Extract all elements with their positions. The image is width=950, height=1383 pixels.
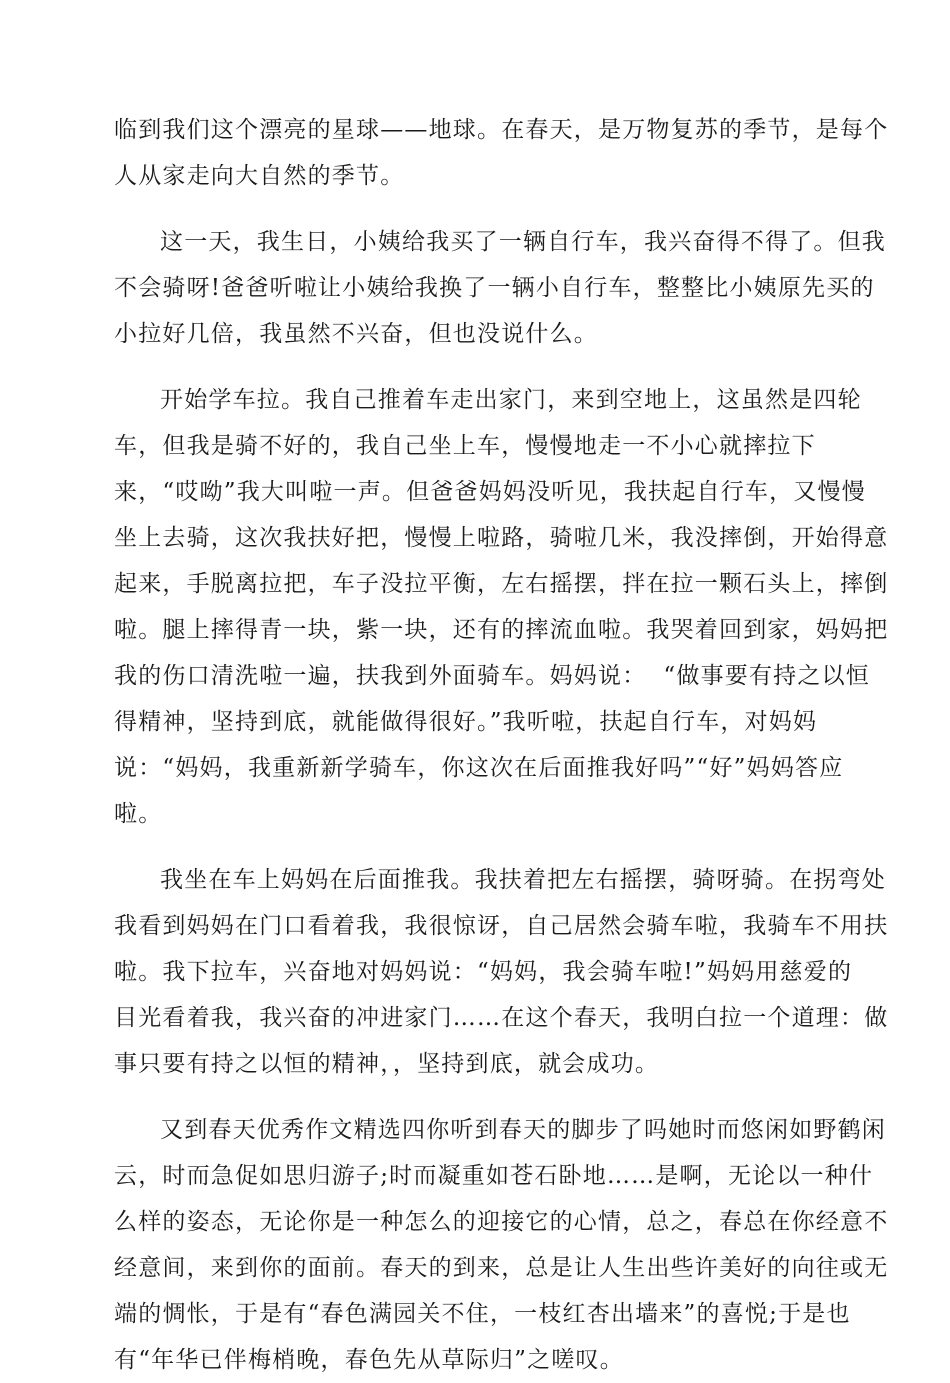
text-line: 起来，手脱离拉把，车子没拉平衡，左右摇摆，拌在拉一颗石头上，摔倒 (114, 571, 889, 597)
paragraph-2 (114, 219, 886, 357)
text-line: 我的伤口清洗啦一遍，扶我到外面骑车。妈妈说： “做事要有持之以恒 (114, 663, 870, 689)
text-line: 说：“妈妈，我重新新学骑车，你这次在后面推我好吗”“好”妈妈答应 (114, 755, 844, 781)
paragraph-spacer (114, 1087, 834, 1107)
paragraph-5 (114, 1107, 889, 1383)
text-line: 车，但我是骑不好的，我自己坐上车，慢慢地走一不小心就摔拉下 (114, 433, 816, 459)
text-line: 目光看着我，我兴奋的冲进家门……在这个春天，我明白拉一个道理：做 (114, 1005, 889, 1031)
paragraph-3 (114, 377, 889, 837)
text-line: 我坐在车上妈妈在后面推我。我扶着把左右摇摆，骑呀骑。在拐弯处 (160, 867, 886, 893)
text-line: 人从家走向大自然的季节。 (114, 163, 405, 189)
text-line: 开始学车拉。我自己推着车走出家门，来到空地上，这虽然是四轮 (160, 387, 862, 413)
text-line: 坐上去骑，这次我扶好把，慢慢上啦路，骑啦几米，我没摔倒，开始得意 (114, 525, 889, 551)
paragraph-spacer (114, 837, 834, 857)
text-line: 我看到妈妈在门口看着我，我很惊讶，自己居然会骑车啦，我骑车不用扶 (114, 913, 889, 939)
text-line: 又到春天优秀作文精选四你听到春天的脚步了吗她时而悠闲如野鹤闲 (160, 1117, 886, 1143)
text-line: 不会骑呀!爸爸听啦让小姨给我换了一辆小自行车，整整比小姨原先买的 (114, 275, 875, 301)
text-line: 啦。 (114, 801, 163, 827)
document-body (114, 107, 889, 1383)
text-line: 这一天，我生日，小姨给我买了一辆自行车，我兴奋得不得了。但我 (160, 229, 886, 255)
text-line: 么样的姿态，无论你是一种怎么的迎接它的心情，总之，春总在你经意不 (114, 1209, 889, 1235)
text-line: 来，“哎呦”我大叫啦一声。但爸爸妈妈没听见，我扶起自行车，又慢慢 (114, 479, 866, 505)
text-line: 得精神，坚持到底，就能做得很好。”我听啦，扶起自行车，对妈妈 (114, 709, 818, 735)
text-line: 啦。我下拉车，兴奋地对妈妈说：“妈妈，我会骑车啦!”妈妈用慈爱的 (114, 959, 853, 985)
paragraph-4 (114, 857, 889, 1087)
text-line: 端的惆怅，于是有“春色满园关不住，一枝红杏出墙来”的喜悦;于是也 (114, 1301, 851, 1327)
paragraph-spacer (114, 357, 834, 377)
text-line: 小拉好几倍，我虽然不兴奋，但也没说什么。 (114, 321, 598, 347)
paragraph-spacer (114, 199, 834, 219)
text-line: 云，时而急促如思归游子;时而凝重如苍石卧地……是啊，无论以一种什 (114, 1163, 874, 1189)
text-line: 有“年华已伴梅梢晚，春色先从草际归”之嗟叹。 (114, 1347, 624, 1373)
text-line: 临到我们这个漂亮的星球——地球。在春天，是万物复苏的季节，是每个 (114, 117, 889, 143)
text-line: 事只要有持之以恒的精神，，坚持到底，就会成功。 (114, 1051, 660, 1077)
text-line: 啦。腿上摔得青一块，紫一块，还有的摔流血啦。我哭着回到家，妈妈把 (114, 617, 889, 643)
text-line: 经意间，来到你的面前。春天的到来，总是让人生出些许美好的向往或无 (114, 1255, 889, 1281)
paragraph-1 (114, 107, 889, 199)
